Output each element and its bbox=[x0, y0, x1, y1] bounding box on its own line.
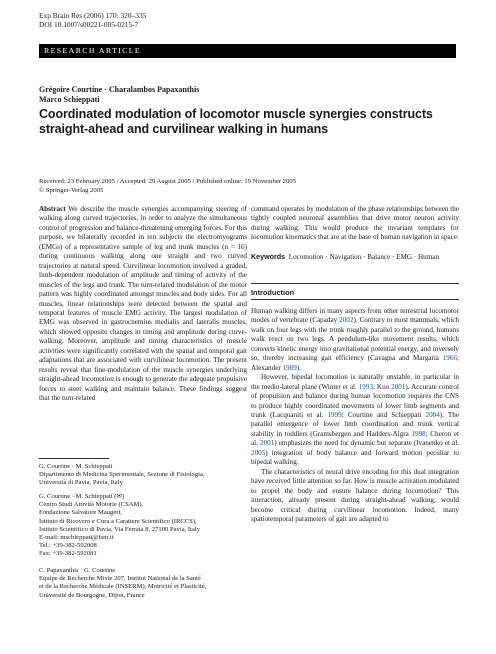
article-type-banner: RESEARCH ARTICLE bbox=[39, 44, 456, 58]
abstract-continuation-column bbox=[251, 205, 459, 262]
affiliation-1: G. Courtine · M. Schieppati Dipartimento di Medicina Sperimentale, Sezione di Fisiologia, Università di Pavia, Pavia, Italy bbox=[39, 463, 205, 487]
intro-bottom-rule bbox=[251, 299, 459, 300]
dates-line: Received: 23 February 2005 / Accepted: 29 August 2005 / Published online: 19 November 2005 bbox=[39, 178, 297, 185]
citation-link[interactable]: 2001 bbox=[260, 439, 275, 448]
citation-link[interactable]: 1998 bbox=[411, 429, 426, 438]
citation-link[interactable]: 1993 bbox=[358, 382, 374, 391]
author-line-1: Grégoire Courtine · Charalambos Papaxanthis bbox=[39, 85, 200, 94]
citation-link[interactable]: 2002 bbox=[339, 316, 354, 325]
abstract-text: We describe the muscle synergies accompanying steering of walking along curved trajectories, in order to analyze the simultaneous control of progression and balance-threatening emerging forces. For this purpose, we bilaterally recorded in ten subjects the electromyograms (EMGs) of a representative sample of leg and trunk muscles (n = 16) during continuous walking along one straight and two curved trajectories at natural speed. Curvilinear locomotion involved a graded, limb-dependent modulation of amplitude and timing of activity of the muscles of the legs and trunk. The turn-related modulation of the motor pattern was highly coordinated amongst muscles and body sides. For all muscles, linear relationships were detected between the spatial and temporal features of muscle EMG activity. The largest modulation of EMG was observed in gastrocnemius medialis and lateralis muscles, which showed opposite changes in timing and amplitude during curve-walking. Moreover, amplitude and timing characteristics of muscle activities were significantly correlated with the spatial and temporal gait adaptations that are associated with curvilinear locomotion. The present results reveal that fine-modulation of the muscle synergies underlying straight-ahead locomotion is enough to generate the adequate propulsive forces to steer walking and maintain balance. These findings suggest that the turn-related bbox=[39, 205, 248, 403]
journal-doi: DOI 10.1007/s00221-005-0215-7 bbox=[39, 20, 139, 29]
abstract-continuation: command operates by modulation of the phase relationships between the tightly coupled neuronal assemblies that drive motor neuron activity during walking. This would produce the invariant templates for locomotion kinematics that are at the base of human navigation in space. bbox=[251, 205, 459, 242]
title-line-1: Coordinated modulation of locomotor muscle synergies constructs bbox=[39, 107, 433, 121]
article-title bbox=[39, 107, 459, 137]
citation-link[interactable]: 1989 bbox=[282, 363, 297, 372]
keywords bbox=[251, 253, 459, 262]
citation-link[interactable]: 2004 bbox=[425, 410, 440, 419]
abstract-label: Abstract bbox=[39, 205, 66, 213]
abstract bbox=[39, 205, 247, 404]
introduction-heading: Introduction bbox=[251, 288, 295, 297]
introduction-body bbox=[251, 307, 459, 524]
citation-link[interactable]: 2005 bbox=[251, 448, 266, 457]
footnote-rule bbox=[39, 458, 109, 459]
author-list bbox=[39, 85, 199, 105]
title-line-2: straight-ahead and curvilinear walking in humans bbox=[39, 122, 329, 136]
publication-dates bbox=[39, 178, 296, 195]
intro-paragraph-3: The characteristics of neural drive encoding for this dual integration have received little attention so far. How is muscle activation modulated to propel the body and ensure balance during locomotion? This interaction, already present during straight-ahead walking, would become critical during curvilinear locomotion. Indeed, many spatiotemporal parameters of gait are adapted to bbox=[251, 467, 459, 523]
author-email[interactable]: E-mail: mschieppati@fsm.it bbox=[39, 534, 114, 542]
intro-paragraph-1: Human walking differs in many aspects from other terrestrial locomotor modes of vertebrate (Capaday 2002). Contrary to most mammals, which walk on four legs with the trunk roughly parallel to the ground, humans walk erect on two legs. A pendulum-like movement results, which converts kinetic energy into gravitational potential energy, and inversely so, thereby increasing gait efficiency (Cavagna and Margaria 1966; Alexander 1989). bbox=[251, 307, 459, 372]
citation-link[interactable]: 2001 bbox=[391, 382, 406, 391]
intro-paragraph-2: However, bipedal locomotion is naturally unstable, in particular in the medio-lateral plane (Winter et al. 1993; Kuo 2001). Accurate control of propulsion and balance during human locomotion requires the CNS to produce highly coordinated movements of lower limb segments and trunk (Lacquaniti et al. 1999; Courtine and Schieppati 2004). The parallel emergence of lower limb coordination and trunk vertical stability in toddlers (Gramsbergen and Hadders-Algra 1998; Cheron et al. 2001) emphasizes the need for dynamic but separate (Ivanenko et al. 2005) integration of body balance and forward motion peculiar to bipedal walking. bbox=[251, 373, 460, 467]
citation-link[interactable]: 1966 bbox=[442, 354, 458, 363]
keywords-label: Keywords bbox=[251, 252, 286, 261]
copyright-line: © Springer-Verlag 2005 bbox=[39, 186, 104, 194]
keywords-text: Locomotion · Navigation · Balance · EMG · Human bbox=[288, 252, 440, 261]
journal-citation: Exp Brain Res (2006) 170: 320–335 bbox=[39, 11, 147, 20]
affiliation-2: G. Courtine · M. Schieppati (✉) Centro Studi Attività Motorie (CSAM), Fondazione Salvatore Maugeri, Istituto di Ricovero e Cura a Carattere Scientifico (IRCCS), Istituto Scientifico di Pavia, Via Ferrata 8, 27100 Pavia, Italy E-mail: mschieppati@fsm.it Tel.: +39-382-592008 Fax: +39-382-592081 bbox=[39, 493, 249, 559]
affiliation-3: C. Papaxanthis · G. Courtine Equipe de Recherche Mixte 207, Institut National de la Santé et de la Recherche Médicale (INSERM), Motricité et Plasticité, Université de Bourgogne, Dijon, France bbox=[39, 567, 207, 599]
citation-link[interactable]: 1999 bbox=[327, 410, 342, 419]
author-line-2: Marco Schieppati bbox=[39, 95, 100, 104]
intro-top-rule bbox=[251, 283, 459, 284]
journal-header bbox=[39, 11, 146, 29]
